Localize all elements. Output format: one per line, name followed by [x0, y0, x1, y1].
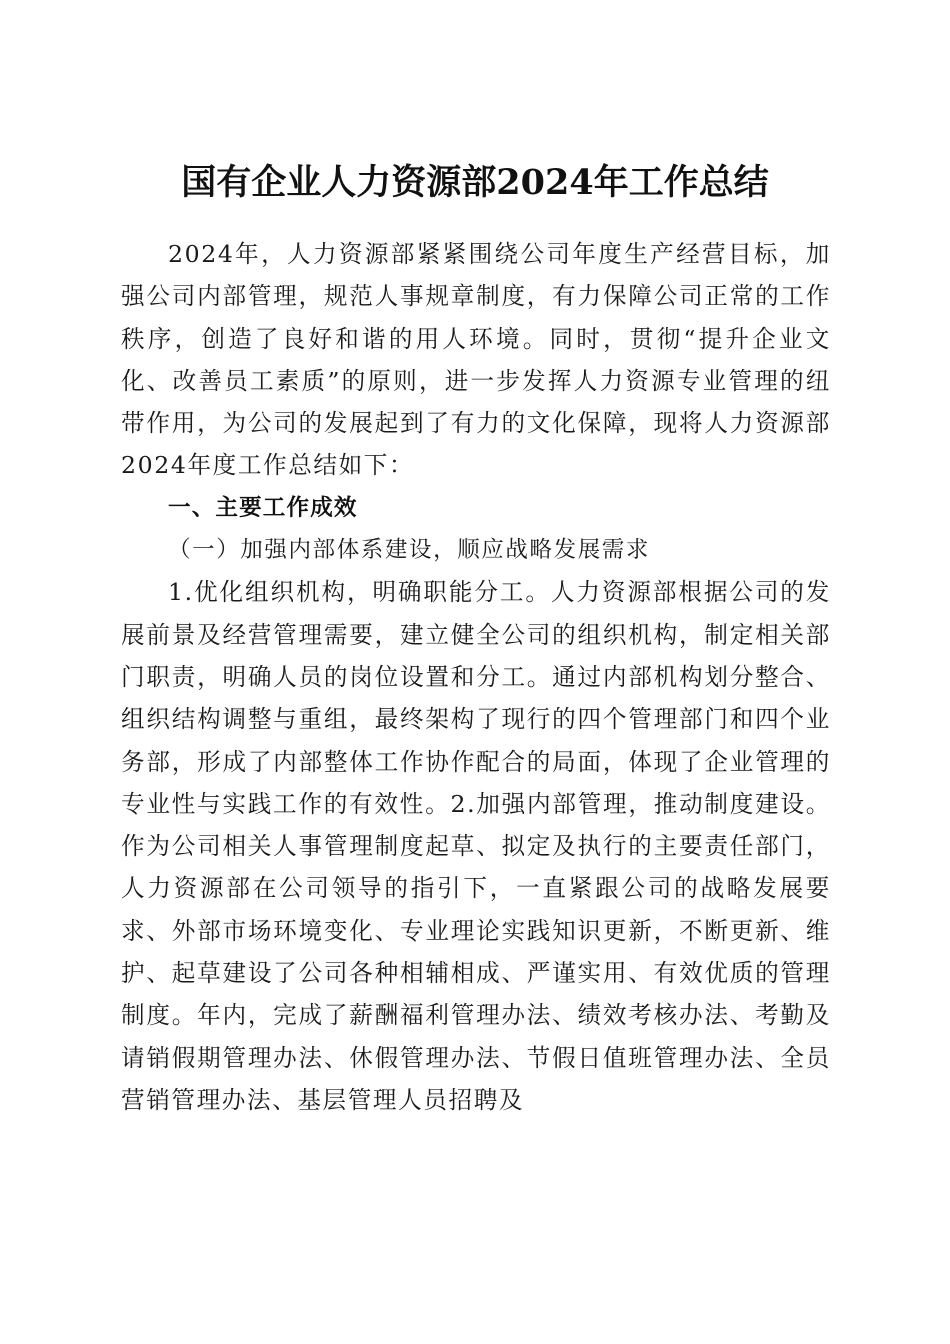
- subsection-heading: （一）加强内部体系建设，顺应战略发展需求: [168, 537, 651, 564]
- intro-paragraph: 2024年，人力资源部紧紧围绕公司年度生产经营目标，加强公司内部管理，规范人事规章制度，有力保障公司正常的工作秩序，创造了良好和谐的用人环境。同时，贯彻“提升企业文化、改善员工素质”的原则，进一步发挥人力资源专业管理的纽带作用，为公司的发展起到了有力的文化保障，现将人力资源部2024年度工作总结如下：: [121, 240, 831, 480]
- body-paragraph: 1.优化组织机构，明确职能分工。人力资源部根据公司的发展前景及经营管理需要，建立健全公司的组织机构，制定相关部门职责，明确人员的岗位设置和分工。通过内部机构划分整合、组织结构调整与重组，最终架构了现行的四个管理部门和四个业务部，形成了内部整体工作协作配合的局面，体现了企业管理的专业性与实践工作的有效性。2.加强内部管理，推动制度建设。作为公司相关人事管理制度起草、拟定及执行的主要责任部门，人力资源部在公司领导的指引下，一直紧跟公司的战略发展要求、外部市场环境变化、专业理论实践知识更新，不断更新、维护、起草建设了公司各种相辅相成、严谨实用、有效优质的管理制度。年内，完成了薪酬福利管理办法、绩效考核办法、考勤及请销假期管理办法、休假管理办法、节假日值班管理办法、全员营销管理办法、基层管理人员招聘及: [121, 578, 831, 1114]
- section-heading: 一、主要工作成效: [168, 494, 358, 521]
- document-title: 国有企业人力资源部2024年工作总结: [181, 162, 769, 204]
- document-body: [121, 233, 831, 1121]
